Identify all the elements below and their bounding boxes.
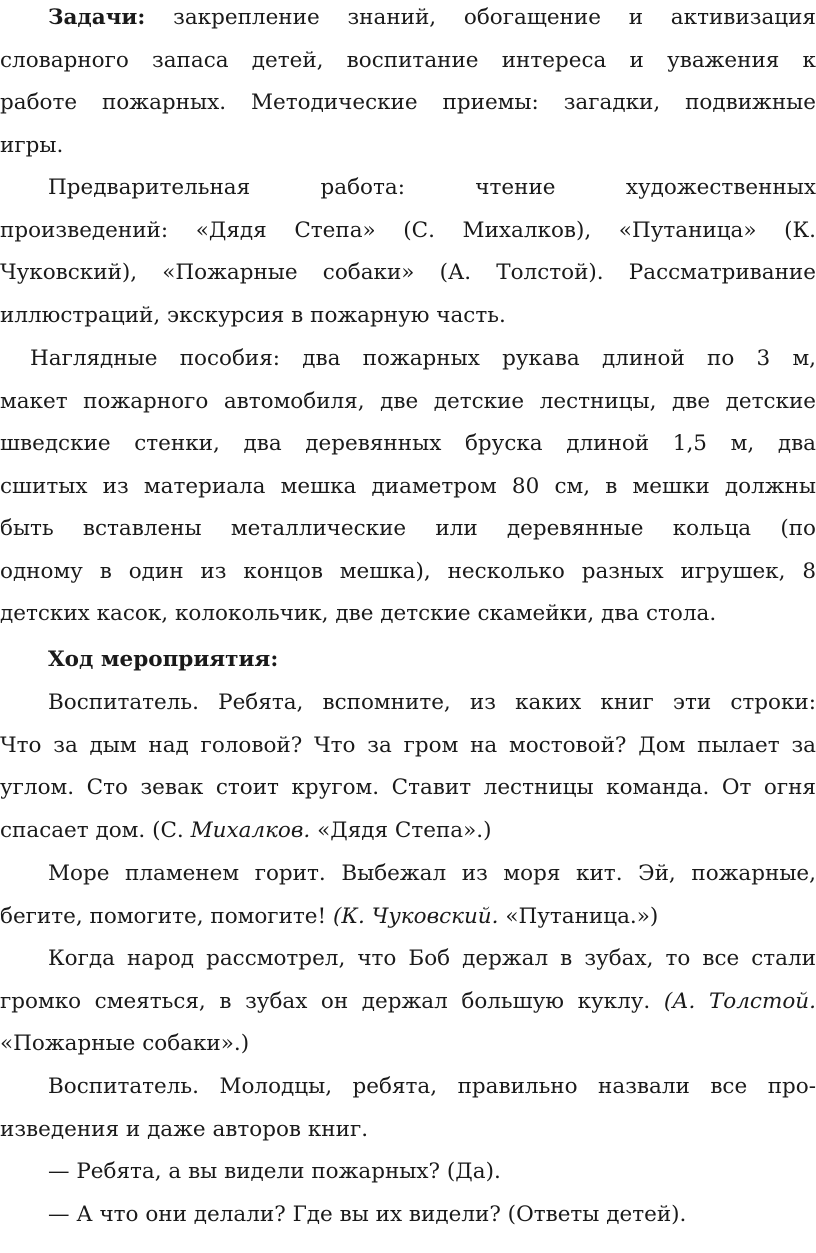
riddle3-text-2: громко смеяться, в зубах он держал большую куклу. (0, 988, 664, 1014)
visual-aids-paragraph (0, 338, 816, 636)
riddle3-text-1: Когда народ рассмотрел, что Боб держал в зубах, то все стали (48, 946, 816, 971)
riddle1-author: Михалков. (190, 817, 311, 843)
preparation-paragraph (0, 167, 816, 337)
prep-text-2: произведений: «Дядя Степа» (С. Михалков), «Путаница» (К. (0, 217, 816, 243)
tasks-paragraph (0, 0, 816, 167)
question-1: — Ребята, а вы видели пожарных? (Да). (48, 1159, 501, 1184)
riddle1-text-4: спасает дом. (С. (0, 817, 191, 843)
aids-text-5: быть вставлены металлические или деревянные кольца (по (0, 516, 816, 541)
question-2: — А что они делали? Где вы их видели? (Ответы детей). (48, 1202, 687, 1227)
riddle2-text-1: Море пламенем горит. Выбежал из моря кит. Эй, пожарные, (48, 861, 816, 886)
riddle2-source: «Путаница.») (498, 903, 659, 929)
aids-text-6: одному в один из концов мешка), несколько разных игрушек, 8 (0, 558, 816, 584)
riddle1-text-2: Что за дым над головой? Что за гром на мостовой? Дом пылает за (0, 732, 816, 758)
riddle-3-paragraph (0, 938, 816, 1066)
riddle2-author: (К. Чуковский. (333, 903, 499, 929)
question-2-paragraph (0, 1194, 816, 1237)
aids-text-7: детских касок, колокольчик, две детские скамейки, два стола. (0, 601, 717, 626)
prep-text-1: Предварительная работа: чтение художественных (48, 175, 816, 200)
tasks-text-2: словарного запаса детей, воспитание интереса и уважения к (0, 47, 816, 73)
section-heading: Ход мероприятия: (48, 647, 279, 672)
aids-text-4: сшитых из материала мешка диаметром 80 см, в мешки должны (0, 473, 816, 499)
riddle2-text-2: бегите, помогите, помогите! (0, 903, 333, 929)
prep-text-4: иллюстраций, экскурсия в пожарную часть. (0, 302, 506, 328)
praise-text-1: Воспитатель. Молодцы, ребята, правильно назвали все про- (48, 1074, 816, 1099)
section-heading-block (0, 639, 816, 682)
prep-text-3: Чуковский), «Пожарные собаки» (А. Толстой). Рассматривание (0, 260, 816, 285)
aids-text-3: шведские стенки, два деревянных бруска длиной 1,5 м, два (0, 431, 816, 456)
riddle1-text-1: Воспитатель. Ребята, вспомните, из каких книг эти строки: (48, 690, 816, 715)
riddle3-source: «Пожарные собаки».) (0, 1031, 250, 1056)
riddle-2-paragraph (0, 853, 816, 938)
aids-text-1: Наглядные пособия: два пожарных рукава длиной по 3 м, (30, 346, 816, 371)
riddle3-author: (А. Толстой. (663, 988, 816, 1014)
tasks-text-1: закрепление знаний, обогащение и активизация (173, 5, 816, 30)
riddle1-text-3: углом. Сто зевак стоит кругом. Ставит лестницы команда. От огня (0, 775, 816, 800)
aids-text-2: макет пожарного автомобиля, две детские лестницы, две детские (0, 388, 816, 414)
riddle-1-paragraph (0, 682, 816, 852)
tasks-label: Задачи: (48, 5, 146, 30)
praise-text-2: изведения и даже авторов книг. (0, 1116, 369, 1142)
riddle1-source: «Дядя Степа».) (310, 817, 492, 843)
question-1-paragraph (0, 1151, 816, 1194)
tasks-text-4: игры. (0, 132, 64, 158)
tasks-text-3: работе пожарных. Методические приемы: загадки, подвижные (0, 90, 816, 115)
praise-paragraph (0, 1066, 816, 1151)
